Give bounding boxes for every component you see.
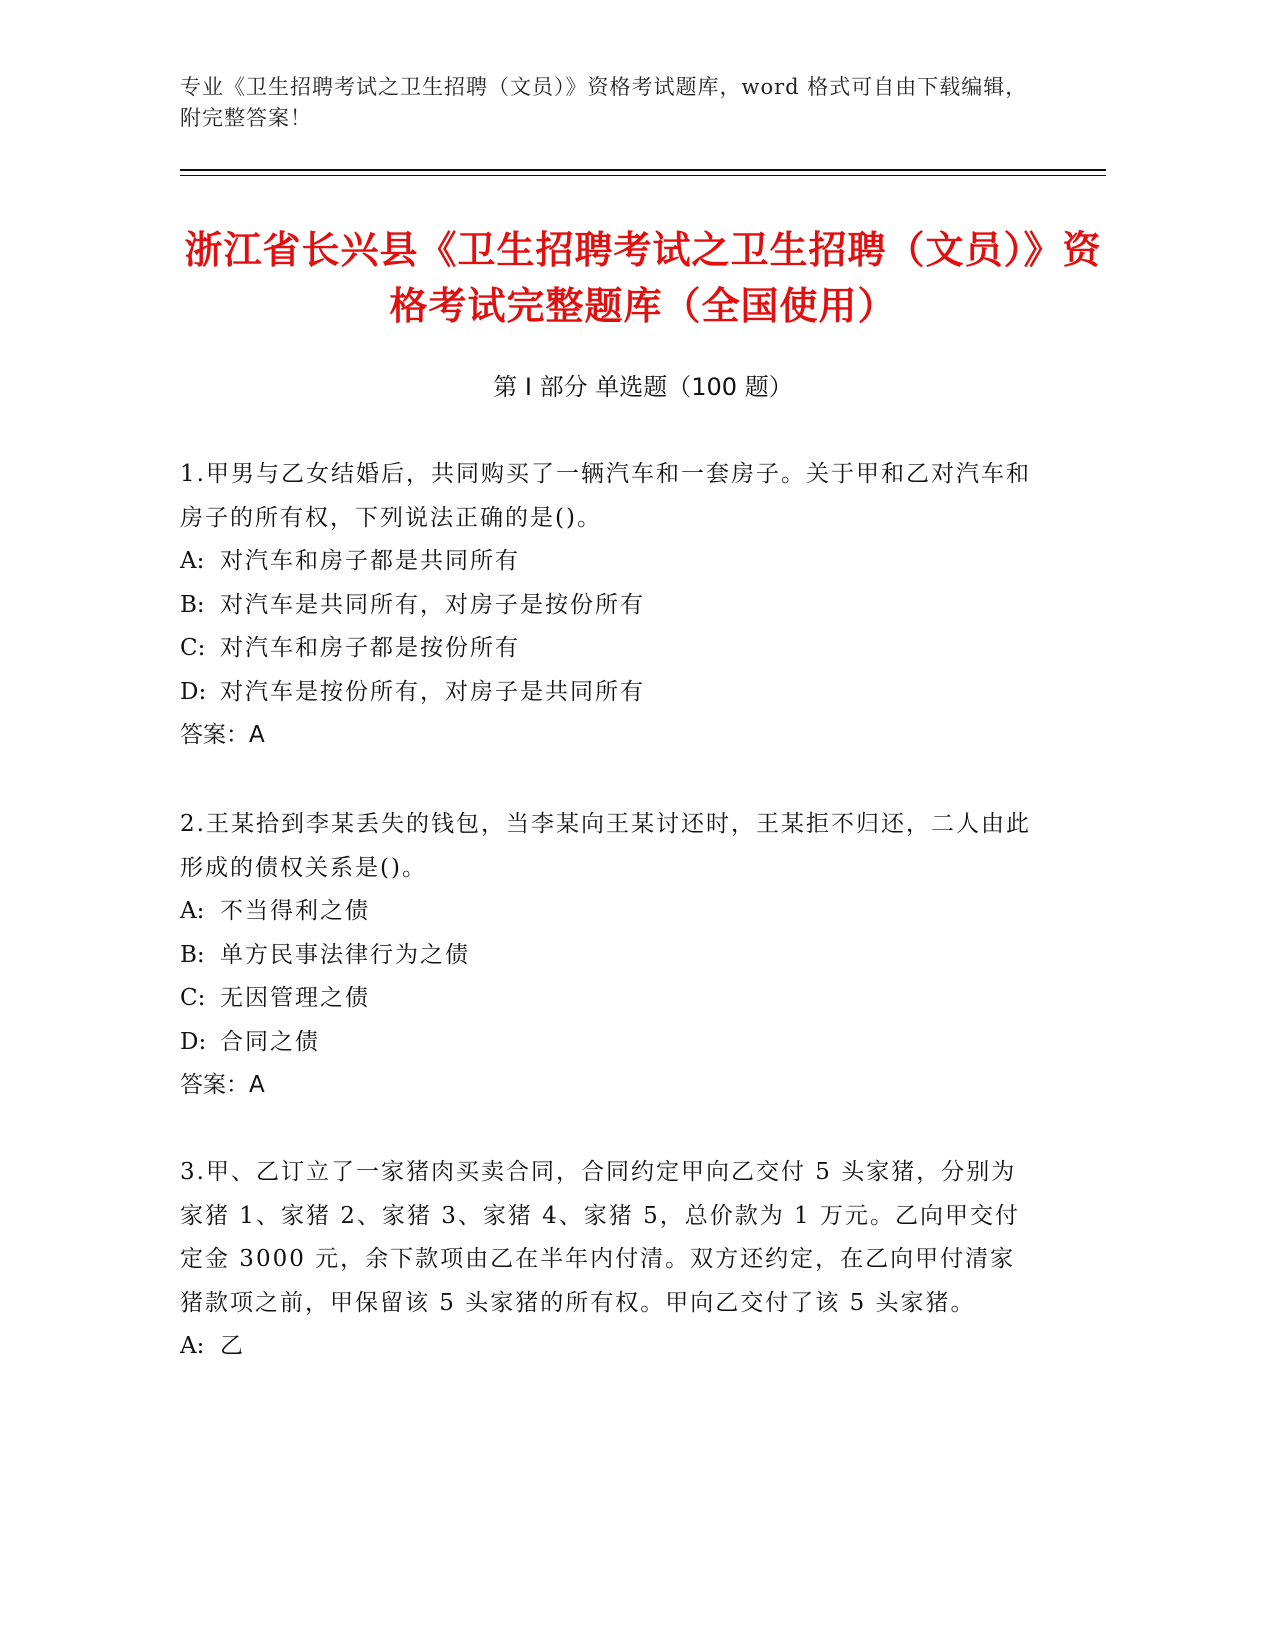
option-a <box>180 540 1040 584</box>
option-b <box>180 934 1040 978</box>
option-a <box>180 1325 1040 1369</box>
option-c <box>180 627 1040 671</box>
option-d <box>180 671 1040 715</box>
option-key: D: <box>180 1028 207 1055</box>
question-3 <box>180 1151 1040 1369</box>
question-stem: 2.王某拾到李某丢失的钱包，当李某向王某讨还时，王某拒不归还，二人由此形成的债权关系是()。 <box>180 811 1031 881</box>
option-text: 无因管理之债 <box>220 985 370 1011</box>
option-key: A: <box>180 898 205 924</box>
option-c <box>180 977 1040 1021</box>
option-text: 单方民事法律行为之债 <box>220 941 470 968</box>
option-text: 对汽车是共同所有，对房子是按份所有 <box>220 591 645 618</box>
option-a <box>180 890 1040 934</box>
option-text: 对汽车是按份所有，对房子是共同所有 <box>220 678 645 705</box>
header-divider-thin <box>180 175 1106 176</box>
question-2 <box>180 803 1040 1108</box>
answer-line: 答案：A <box>180 1072 265 1098</box>
option-text: 对汽车和房子都是共同所有 <box>220 548 520 574</box>
option-key: B: <box>180 591 205 618</box>
option-text: 合同之债 <box>220 1028 320 1055</box>
option-key: A: <box>180 548 205 574</box>
option-key: C: <box>180 635 206 661</box>
option-d <box>180 1021 1040 1065</box>
option-key: D: <box>180 678 207 705</box>
option-b <box>180 584 1040 628</box>
option-text: 对汽车和房子都是按份所有 <box>220 635 520 661</box>
question-stem: 3.甲、乙订立了一家猪肉买卖合同，合同约定甲向乙交付 5 头家猪，分别为家猪 1、家猪 2、家猪 3、家猪 4、家猪 5，总价款为 1 万元。乙向甲交付定金 3000 元，余下款项由乙在半年内付清。双方还约定，在乙向甲付清家猪款项之前，甲保留该 5 头家猪的所有权。甲向乙交付了该 5 头家猪。 <box>180 1159 1020 1316</box>
header-divider-thick <box>180 169 1106 171</box>
section-heading: 第 I 部分 单选题（100 题） <box>493 373 793 401</box>
document-title: 浙江省长兴县《卫生招聘考试之卫生招聘（文员）》资格考试完整题库（全国使用） <box>184 228 1102 328</box>
option-text: 不当得利之债 <box>220 898 370 924</box>
option-key: C: <box>180 985 206 1011</box>
option-text: 乙 <box>220 1333 245 1359</box>
option-key: B: <box>180 941 205 968</box>
question-stem: 1.甲男与乙女结婚后，共同购买了一辆汽车和一套房子。关于甲和乙对汽车和房子的所有权，下列说法正确的是()。 <box>180 461 1031 531</box>
question-1 <box>180 453 1040 758</box>
answer-line: 答案：A <box>180 722 265 748</box>
header-note: 专业《卫生招聘考试之卫生招聘（文员）》资格考试题库，word 格式可自由下载编辑，附完整答案！ <box>180 75 1028 130</box>
option-key: A: <box>180 1333 205 1359</box>
